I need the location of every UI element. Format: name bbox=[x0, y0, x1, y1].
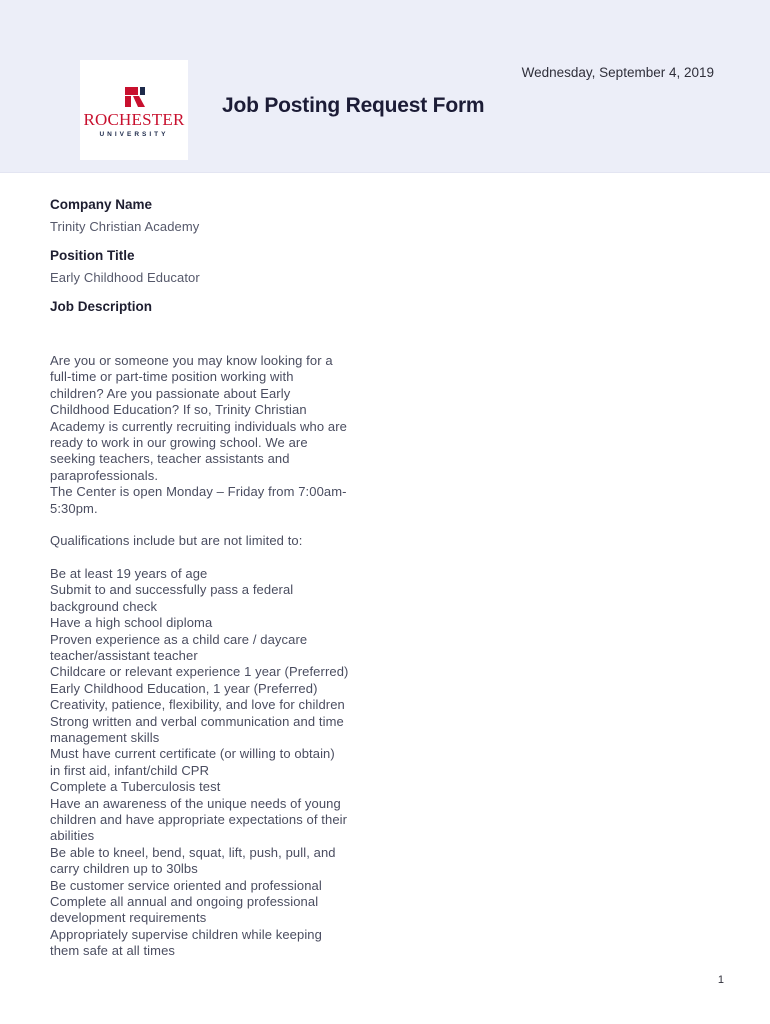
company-name-label: Company Name bbox=[50, 197, 153, 212]
description-line: Proven experience as a child care / daycare bbox=[50, 631, 308, 647]
position-title-value: Early Childhood Educator bbox=[50, 270, 200, 285]
description-line: Childcare or relevant experience 1 year (Preferred) bbox=[50, 664, 349, 680]
description-line: Be customer service oriented and professional bbox=[50, 877, 322, 893]
description-line: Complete all annual and ongoing professional bbox=[50, 893, 319, 909]
description-line: carry children up to 30lbs bbox=[50, 861, 198, 877]
description-line: Early Childhood Education, 1 year (Preferred) bbox=[50, 680, 318, 696]
description-line: seeking teachers, teacher assistants and bbox=[50, 451, 290, 467]
description-line: Must have current certificate (or willing to obtain) bbox=[50, 746, 335, 762]
description-line: Have an awareness of the unique needs of young bbox=[50, 795, 341, 811]
description-line: The Center is open Monday – Friday from 7:00am- bbox=[50, 484, 347, 500]
job-description-label: Job Description bbox=[50, 299, 153, 314]
description-line: children and have appropriate expectations of their bbox=[50, 811, 348, 827]
description-line: Strong written and verbal communication and time bbox=[50, 713, 344, 729]
description-line bbox=[50, 517, 390, 533]
rochester-r-icon bbox=[124, 86, 146, 108]
form-date: Wednesday, September 4, 2019 bbox=[521, 65, 714, 80]
description-line: Creativity, patience, flexibility, and love for children bbox=[50, 697, 345, 713]
description-line: paraprofessionals. bbox=[50, 467, 159, 483]
description-line: Submit to and successfully pass a federal bbox=[50, 582, 294, 598]
description-line: Be able to kneel, bend, squat, lift, push, pull, and bbox=[50, 844, 336, 860]
description-line: management skills bbox=[50, 729, 160, 745]
position-title-label: Position Title bbox=[50, 248, 135, 263]
logo-subtext: UNIVERSITY bbox=[99, 131, 169, 138]
page-title: Job Posting Request Form bbox=[222, 94, 485, 117]
description-line bbox=[50, 550, 390, 566]
description-line: Are you or someone you may know looking for a bbox=[50, 353, 333, 368]
page-number: 1 bbox=[717, 974, 724, 986]
logo-wordmark: ROCHESTER bbox=[83, 110, 185, 129]
description-line: background check bbox=[50, 598, 158, 614]
university-logo bbox=[80, 60, 188, 160]
description-line: development requirements bbox=[50, 910, 207, 926]
description-line: 5:30pm. bbox=[50, 500, 98, 516]
description-line: in first aid, infant/child CPR bbox=[50, 762, 210, 778]
description-line: full-time or part-time position working with bbox=[50, 369, 294, 385]
description-line: Childhood Education? If so, Trinity Christian bbox=[50, 402, 307, 418]
description-line: Have a high school diploma bbox=[50, 615, 213, 631]
job-description-text bbox=[50, 353, 390, 959]
description-line: them safe at all times bbox=[50, 943, 176, 959]
description-line: Appropriately supervise children while keeping bbox=[50, 926, 322, 942]
description-line: Qualifications include but are not limited to: bbox=[50, 533, 303, 549]
form-header bbox=[0, 0, 770, 173]
description-line: Be at least 19 years of age bbox=[50, 566, 208, 582]
description-line: teacher/assistant teacher bbox=[50, 648, 198, 664]
company-name-value: Trinity Christian Academy bbox=[50, 219, 200, 234]
description-line: abilities bbox=[50, 828, 95, 844]
description-line: Academy is currently recruiting individuals who are bbox=[50, 418, 348, 434]
description-line: ready to work in our growing school. We are bbox=[50, 434, 308, 450]
description-line: Complete a Tuberculosis test bbox=[50, 779, 221, 795]
description-line: children? Are you passionate about Early bbox=[50, 385, 291, 401]
